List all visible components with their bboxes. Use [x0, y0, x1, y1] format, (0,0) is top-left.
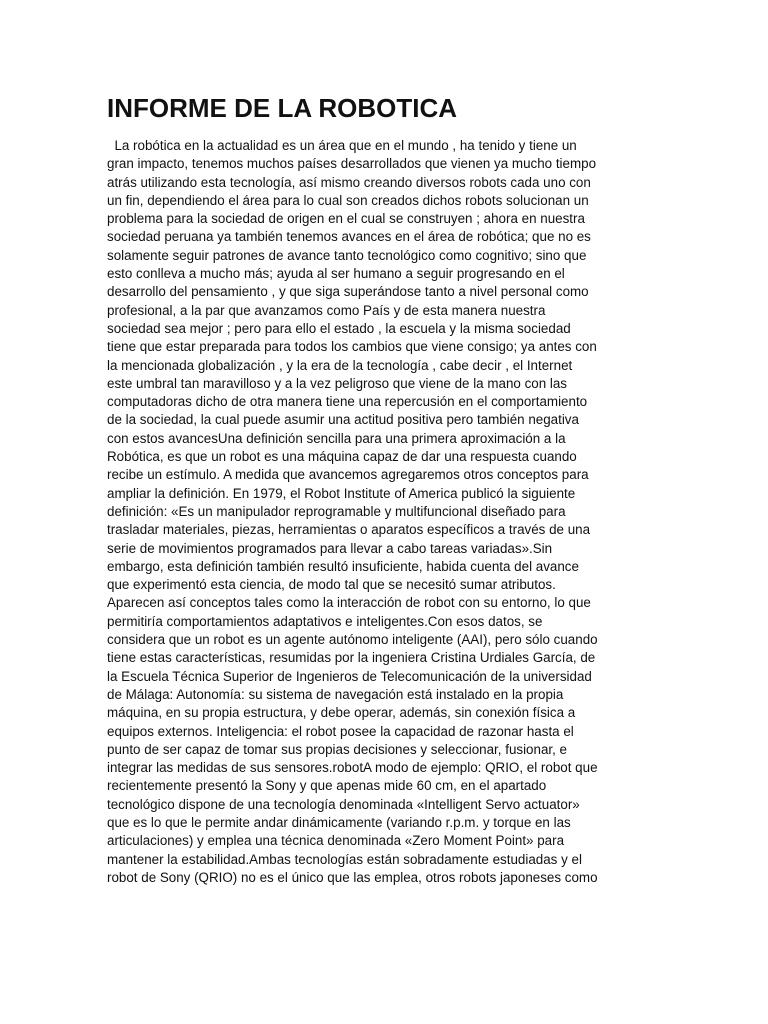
body-text-line: que experimentó esta ciencia, de modo tal que se necesitó sumar atributos. — [107, 577, 556, 593]
body-text-line: Aparecen así conceptos tales como la interacción de robot con su entorno, lo que — [107, 595, 591, 611]
body-text-line: La robótica en la actualidad es un área que en el mundo , ha tenido y tiene un — [107, 138, 577, 153]
body-text-line: tecnológico dispone de una tecnología denominada «Intelligent Servo actuator» — [107, 796, 580, 812]
body-text-line: esto conlleva a mucho más; ayuda al ser humano a seguir progresando en el — [107, 266, 565, 282]
body-text-line: permitiría comportamientos adaptativos e inteligentes.Con esos datos, se — [107, 613, 543, 629]
body-text-line: la mencionada globalización , y la era de la tecnología , cabe decir , el Internet — [107, 357, 573, 373]
body-text-line: problema para la sociedad de origen en el cual se construyen ; ahora en nuestra — [107, 211, 585, 227]
body-text-line: máquina, en su propia estructura, y debe operar, además, sin conexión física a — [107, 705, 576, 721]
body-text-line: desarrollo del pensamiento , y que siga superándose tanto a nivel personal como — [107, 284, 589, 300]
body-text-line: recibe un estímulo. A medida que avancemos agregaremos otros conceptos para — [107, 467, 589, 483]
body-text-line: robot de Sony (QRIO) no es el único que las emplea, otros robots japoneses como — [107, 869, 598, 885]
body-text-line: considera que un robot es un agente autónomo inteligente (AAI), pero sólo cuando — [107, 632, 598, 648]
body-text-line: sociedad sea mejor ; pero para ello el estado , la escuela y la misma sociedad — [107, 320, 571, 336]
body-text-line: atrás utilizando esta tecnología, así mismo creando diversos robots cada uno con — [107, 174, 591, 190]
body-text-line: tiene estas características, resumidas por la ingeniera Cristina Urdiales García, de — [107, 650, 596, 666]
body-text-line: la Escuela Técnica Superior de Ingenieros de Telecomunicación de la universidad — [107, 668, 592, 684]
document-body — [107, 137, 667, 887]
body-text-line: ampliar la definición. En 1979, el Robot Institute of America publicó la siguiente — [107, 485, 576, 501]
body-text-line: serie de movimientos programados para llevar a cabo tareas variadas».Sin — [107, 540, 553, 556]
body-text-line: tiene que estar preparada para todos los cambios que viene consigo; ya antes con — [107, 339, 597, 355]
body-text-line: gran impacto, tenemos muchos países desarrollados que vienen ya mucho tiempo — [107, 156, 597, 172]
body-text-line: de la sociedad, la cual puede asumir una actitud positiva pero también negativa — [107, 412, 579, 428]
body-text-line: integrar las medidas de sus sensores.robotA modo de ejemplo: QRIO, el robot que — [107, 760, 598, 776]
body-text-line: embargo, esta definición también resultó insuficiente, habida cuenta del avance — [107, 558, 579, 574]
body-text-line: de Málaga: Autonomía: su sistema de navegación está instalado en la propia — [107, 686, 564, 702]
body-text-line: mantener la estabilidad.Ambas tecnologías están sobradamente estudiadas y el — [107, 851, 582, 867]
body-text-line: recientemente presentó la Sony y que apenas mide 60 cm, en el apartado — [107, 778, 547, 794]
body-text-line: con estos avancesUna definición sencilla para una primera aproximación a la — [107, 430, 566, 446]
body-text-line: sociedad peruana ya también tenemos avances en el área de robótica; que no es — [107, 229, 591, 245]
body-text-line: articulaciones) y emplea una técnica denominada «Zero Moment Point» para — [107, 833, 565, 849]
body-text-line: trasladar materiales, piezas, herramientas o aparatos específicos a través de una — [107, 522, 591, 538]
body-text-line: este umbral tan maravilloso y a la vez peligroso que viene de la mano con las — [107, 375, 567, 391]
body-text-line: Robótica, es que un robot es una máquina capaz de dar una respuesta cuando — [107, 449, 577, 465]
body-text-line: un fin, dependiendo el área para lo cual son creados dichos robots solucionan un — [107, 192, 589, 208]
body-text-line: profesional, a la par que avanzamos como País y de esta manera nuestra — [107, 302, 546, 318]
body-text-line: que es lo que le permite andar dinámicamente (variando r.p.m. y torque en las — [107, 814, 571, 830]
document-title: INFORME DE LA ROBOTICA — [107, 93, 458, 123]
body-text-line: punto de ser capaz de tomar sus propias decisiones y seleccionar, fusionar, e — [107, 741, 568, 757]
body-text-line: equipos externos. Inteligencia: el robot posee la capacidad de razonar hasta el — [107, 723, 574, 739]
body-text-line: definición: «Es un manipulador reprogramable y multifuncional diseñado para — [107, 503, 566, 519]
body-text-line: solamente seguir patrones de avance tanto tecnológico como cognitivo; sino que — [107, 247, 587, 263]
body-text-line: computadoras dicho de otra manera tiene una repercusión en el comportamiento — [107, 394, 588, 410]
